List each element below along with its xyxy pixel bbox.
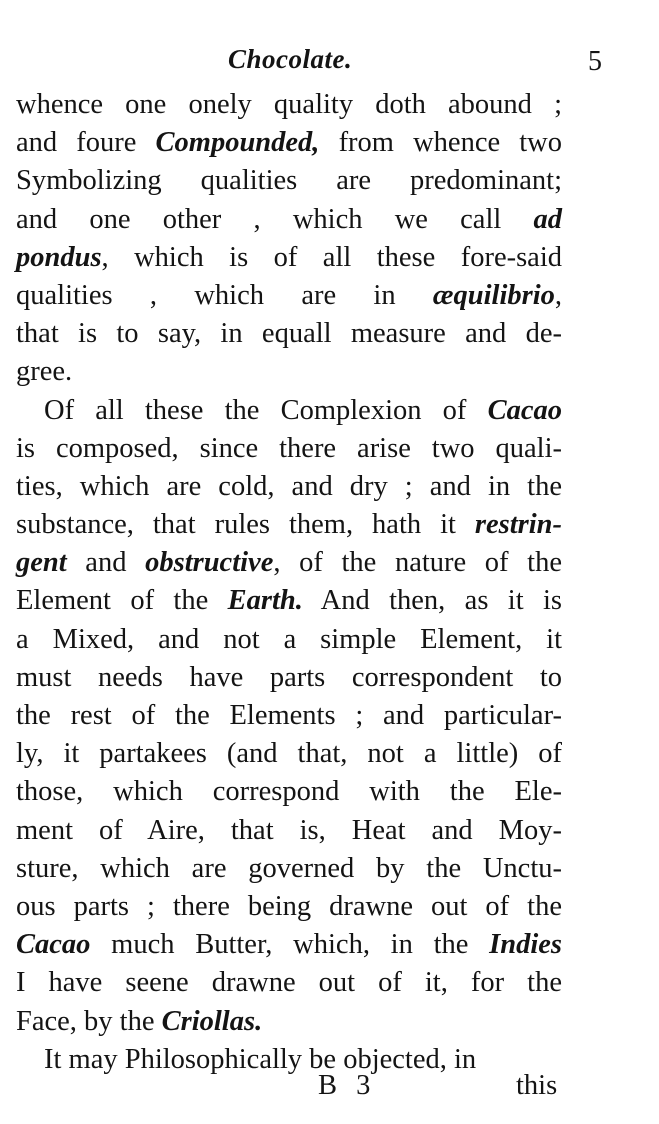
text-segment: It may Philosophically be objected, in: [44, 1043, 477, 1075]
text-line: [16, 277, 562, 315]
italic-text: Criollas.: [161, 1005, 263, 1037]
text-segment: ties, which are cold, and dry ; and in the: [16, 470, 562, 502]
italic-text: Cacao: [16, 929, 91, 961]
text-segment: And then, as it is: [302, 585, 562, 617]
text-line: [16, 1003, 562, 1041]
page-number: 5: [588, 46, 602, 77]
text-line: [16, 430, 562, 468]
page-title: Chocolate.: [228, 44, 353, 74]
text-line: [16, 239, 562, 277]
text-segment: substance, that rules them, hath it: [16, 509, 475, 541]
italic-text: Cacao: [487, 394, 562, 426]
italic-text: Indies: [489, 929, 562, 961]
body-text: [16, 86, 562, 1079]
text-line: [16, 201, 562, 239]
text-line: [16, 392, 562, 430]
text-line: [16, 86, 562, 124]
text-segment: and foure: [16, 127, 156, 159]
text-line: [16, 926, 562, 964]
italic-text: restrin-: [474, 509, 562, 541]
text-line: [16, 964, 562, 1002]
running-head: [0, 44, 659, 84]
italic-text: Compounded,: [155, 127, 320, 159]
text-line: [16, 506, 562, 544]
italic-text: pondus: [16, 241, 102, 273]
text-segment: Face, by the: [16, 1005, 162, 1037]
text-line: [16, 888, 562, 926]
text-line: [16, 812, 562, 850]
text-line: [16, 468, 562, 506]
text-segment: the rest of the Elements ; and particular-: [16, 700, 562, 731]
text-line: [16, 697, 562, 735]
text-segment: ment of Aire, that is, Heat and Moy-: [16, 814, 562, 846]
text-segment: whence one onely quality doth abound ;: [16, 89, 562, 120]
text-segment: sture, which are governed by the Unctu-: [16, 852, 562, 884]
text-line: [16, 850, 562, 888]
text-segment: those, which correspond with the Ele-: [16, 776, 562, 808]
text-line: [16, 544, 562, 582]
italic-text: Earth.: [227, 585, 303, 617]
text-segment: and: [66, 547, 146, 579]
italic-text: æquilibrio: [432, 279, 555, 311]
text-segment: gree.: [16, 356, 73, 388]
text-segment: and one other , which we call: [16, 203, 534, 235]
text-segment: is composed, since there arise two quali-: [16, 432, 562, 464]
text-segment: qualities , which are in: [16, 279, 433, 311]
text-segment: that is to say, in equall measure and de-: [16, 318, 562, 350]
text-segment: from whence two: [319, 127, 562, 159]
text-segment: ous parts ; there being drawne out of the: [16, 890, 562, 922]
text-line: [16, 621, 562, 659]
signature-mark: B 3: [318, 1070, 377, 1101]
text-line: [16, 659, 562, 697]
page-footer: [0, 1070, 659, 1110]
text-line: [16, 315, 562, 353]
catchword: this: [516, 1070, 558, 1101]
italic-text: obstructive: [145, 547, 274, 579]
text-segment: a Mixed, and not a simple Element, it: [16, 623, 562, 655]
text-line: [16, 353, 562, 391]
text-segment: , of the nature of the: [273, 547, 563, 579]
text-segment: Element of the: [16, 585, 228, 617]
text-line: [16, 735, 562, 773]
italic-text: ad: [533, 203, 562, 235]
text-line: [16, 582, 562, 620]
text-segment: ,: [554, 279, 562, 311]
text-line: [16, 162, 562, 200]
text-line: [16, 773, 562, 811]
text-segment: ly, it partakees (and that, not a little) of: [16, 738, 562, 770]
text-segment: much Butter, which, in the: [90, 929, 490, 961]
text-segment: I have seene drawne out of it, for the: [16, 967, 562, 999]
text-line: [16, 124, 562, 162]
text-segment: Of all these the Complexion of: [44, 394, 488, 426]
text-segment: must needs have parts correspondent to: [16, 661, 562, 693]
text-segment: , which is of all these fore-said: [101, 241, 562, 273]
italic-text: gent: [16, 547, 67, 579]
text-segment: Symbolizing qualities are predominant;: [16, 165, 562, 197]
